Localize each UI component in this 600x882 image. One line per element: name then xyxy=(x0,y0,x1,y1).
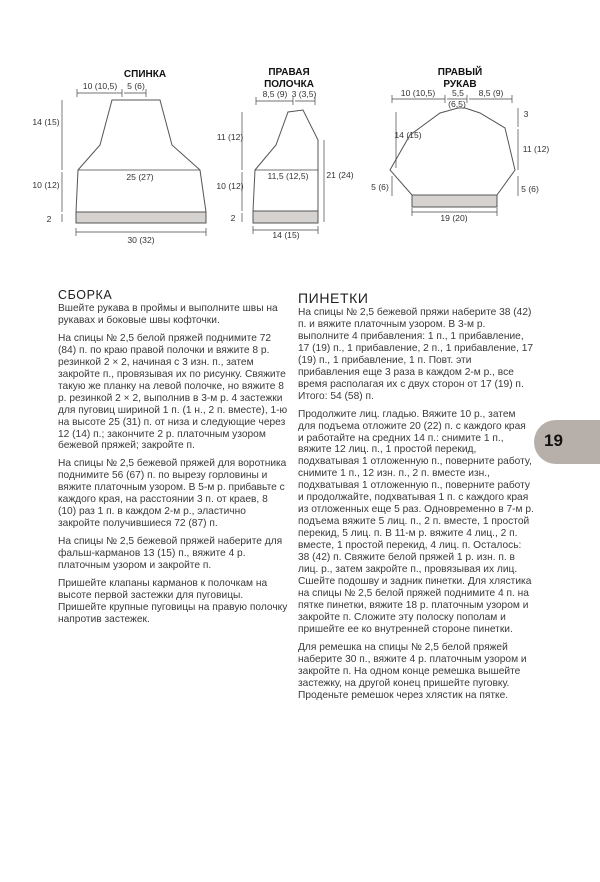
assembly-paragraph: Вшейте рукава в проймы и выполните швы на рукавах и боковые швы кофточки. xyxy=(58,303,278,326)
booties-paragraph: На спицы № 2,5 бежевой пряжи наберите 38 (42) п. и вяжите платочным узором. В 3-м р. выполните 4 прибавления: 1 п., 1 прибавление, 17 (19) п., 1 прибавление, 2 п., 1 прибавление, 17 (19) п., 1 прибавление, 1 п. Повт. эти прибавления еще 3 раза в каждом 2-м р., все время располагая их с двух сторон от 17 (19) п. Итого: 54 (58) п. xyxy=(298,307,534,402)
booties-paragraph: Для ремешка на спицы № 2,5 белой пряжей наберите 30 п., вяжите 4 р. платочным узором и закройте п. На одном конце ремешка вышейте застежку, на другой конец пришейте пуговку. Проденьте ремешок через хлястик на пятке. xyxy=(298,641,527,701)
back-scheme xyxy=(32,69,206,245)
back-top-left-dim: 10 (10,5) xyxy=(82,81,118,91)
front-rib xyxy=(253,211,318,223)
sleeve-top-mid-inner-dim: (6,5) xyxy=(448,99,466,109)
assembly-paragraph: На спицы № 2,5 бежевой пряжей для воротника поднимите 56 (67) п. по вырезу горловины и вяжите платочным узором. В 5-м р. прибавьте с каждого края, на расстоянии 3 п. от краев, 8 (10) раз 1 п. в каждом 2-м р., эластично закройте получившиеся 72 (87) п. xyxy=(58,458,287,530)
booties-column xyxy=(298,288,534,708)
booties-paragraph: Продолжите лиц. гладью. Вяжите 10 р., затем для подъема отложите 20 (22) п. с каждого края и работайте на средних 14 п.: снимите 1 п., вяжите 12 лиц. п., 1 простой перекид, подхватывая 1 отложенную п., поверните работу, снимите 1 п., 12 изн. п., 2 п. вместе изн., подхватывая 1 отложенную п., поверните работу и продолжайте, подхватывая 1 п. с каждого края из отложенных еще 5 раз. Одновременно в 7-м р. подъема вяжите 5 лиц. п., 2 п. вместе, 1 простой перекид, 5 лиц. п. В 11-м р. вяжите 4 лиц., 2 п. вместе, 1 простой перекид, 4 лиц. п. Осталось: 38 (42) п. Свяжите белой пряжей 1 р. изн. п. в лиц. р., затем закройте п., провязывая их лиц. Сшейте подошву и задник пинетки. Для хлястика на спицы № 2,5 белой пряжей поднимите 4 п. на пятке пинетки, вяжите 18 р. платочным узором и закройте п. Сложите эту полоску пополам и пришейте ее ко внутренней стороне пинетки. xyxy=(298,408,534,635)
sleeve-right-lower-dim: 5 (6) xyxy=(521,184,539,194)
page-number-tab xyxy=(534,420,600,464)
front-inner-width: 11,5 (12,5) xyxy=(267,171,309,181)
sleeve-bottom-width: 19 (20) xyxy=(440,213,468,223)
back-rib-dim: 2 xyxy=(46,214,52,224)
front-top-left-dim: 8,5 (9) xyxy=(262,89,288,99)
front-rib-dim: 2 xyxy=(230,213,236,223)
front-top-right-dim: 3 (3,5) xyxy=(291,89,317,99)
front-title-line1: ПРАВАЯ xyxy=(268,67,310,78)
sleeve-title-line2: РУКАВ xyxy=(443,79,477,90)
sleeve-outline xyxy=(390,108,515,195)
pattern-schemes xyxy=(0,0,600,260)
sleeve-title-line1: ПРАВЫЙ xyxy=(437,67,483,78)
sleeve-right-mid-dim: 11 (12) xyxy=(522,144,550,154)
back-rib xyxy=(76,212,206,223)
back-outline xyxy=(76,100,206,212)
booties-heading: ПИНЕТКИ xyxy=(298,290,369,306)
assembly-heading: СБОРКА xyxy=(58,288,113,302)
sleeve-top-mid-dim: 5,5 xyxy=(452,88,464,98)
back-top-right-dim: 5 (6) xyxy=(127,81,145,91)
sleeve-right-top-dim: 3 xyxy=(523,109,529,119)
sleeve-left-lower-dim: 5 (6) xyxy=(371,182,389,192)
front-title-line2: ПОЛОЧКА xyxy=(264,79,314,90)
back-height-lower: 10 (12) xyxy=(32,180,60,190)
back-bottom-width: 30 (32) xyxy=(127,235,155,245)
sleeve-left-upper-dim: 14 (15) xyxy=(394,130,422,140)
front-total-height: 21 (24) xyxy=(326,170,354,180)
sleeve-scheme xyxy=(371,65,549,223)
assembly-paragraph: На спицы № 2,5 бежевой пряжей наберите для фальш-карманов 13 (15) п., вяжите 4 р. платочным узором и закройте п. xyxy=(58,536,283,572)
assembly-column xyxy=(58,288,288,632)
back-height-upper: 14 (15) xyxy=(32,117,60,127)
front-height-upper: 11 (12) xyxy=(216,132,244,142)
front-scheme xyxy=(216,67,353,240)
sleeve-top-left-dim: 10 (10,5) xyxy=(400,88,436,98)
back-inner-width: 25 (27) xyxy=(126,172,154,182)
back-title: СПИНКА xyxy=(123,69,167,80)
sleeve-top-right-dim: 8,5 (9) xyxy=(478,88,504,98)
front-bottom-width: 14 (15) xyxy=(272,230,300,240)
front-height-lower: 10 (12) xyxy=(216,181,244,191)
assembly-paragraph: Пришейте клапаны карманов к полочкам на высоте первой застежки для пуговицы. Пришейте крупные пуговицы на правую полочку напротив застежек. xyxy=(58,578,288,625)
front-outline xyxy=(253,110,318,211)
page-number: 19 xyxy=(544,431,563,450)
assembly-paragraph: На спицы № 2,5 белой пряжей поднимите 72 (84) п. по краю правой полочки и вяжите 8 р. резинкой 2 × 2, начиная с 3 изн. п., затем закройте п., провязывая их по рисунку. Свяжите такую же планку на левой полочке, но вяжите 8 р. резинкой 2 × 2, выполнив в 3-м р. 4 застежки для пуговиц шириной 1 п. (1 н., 2 п. вместе), 1-ю на высоте 25 (31) п. от низа и следующие через 12 (14) п.; закончите 2 р. платочным узором бежевой пряжей; закройте п. xyxy=(58,332,288,452)
sleeve-rib xyxy=(412,195,497,207)
